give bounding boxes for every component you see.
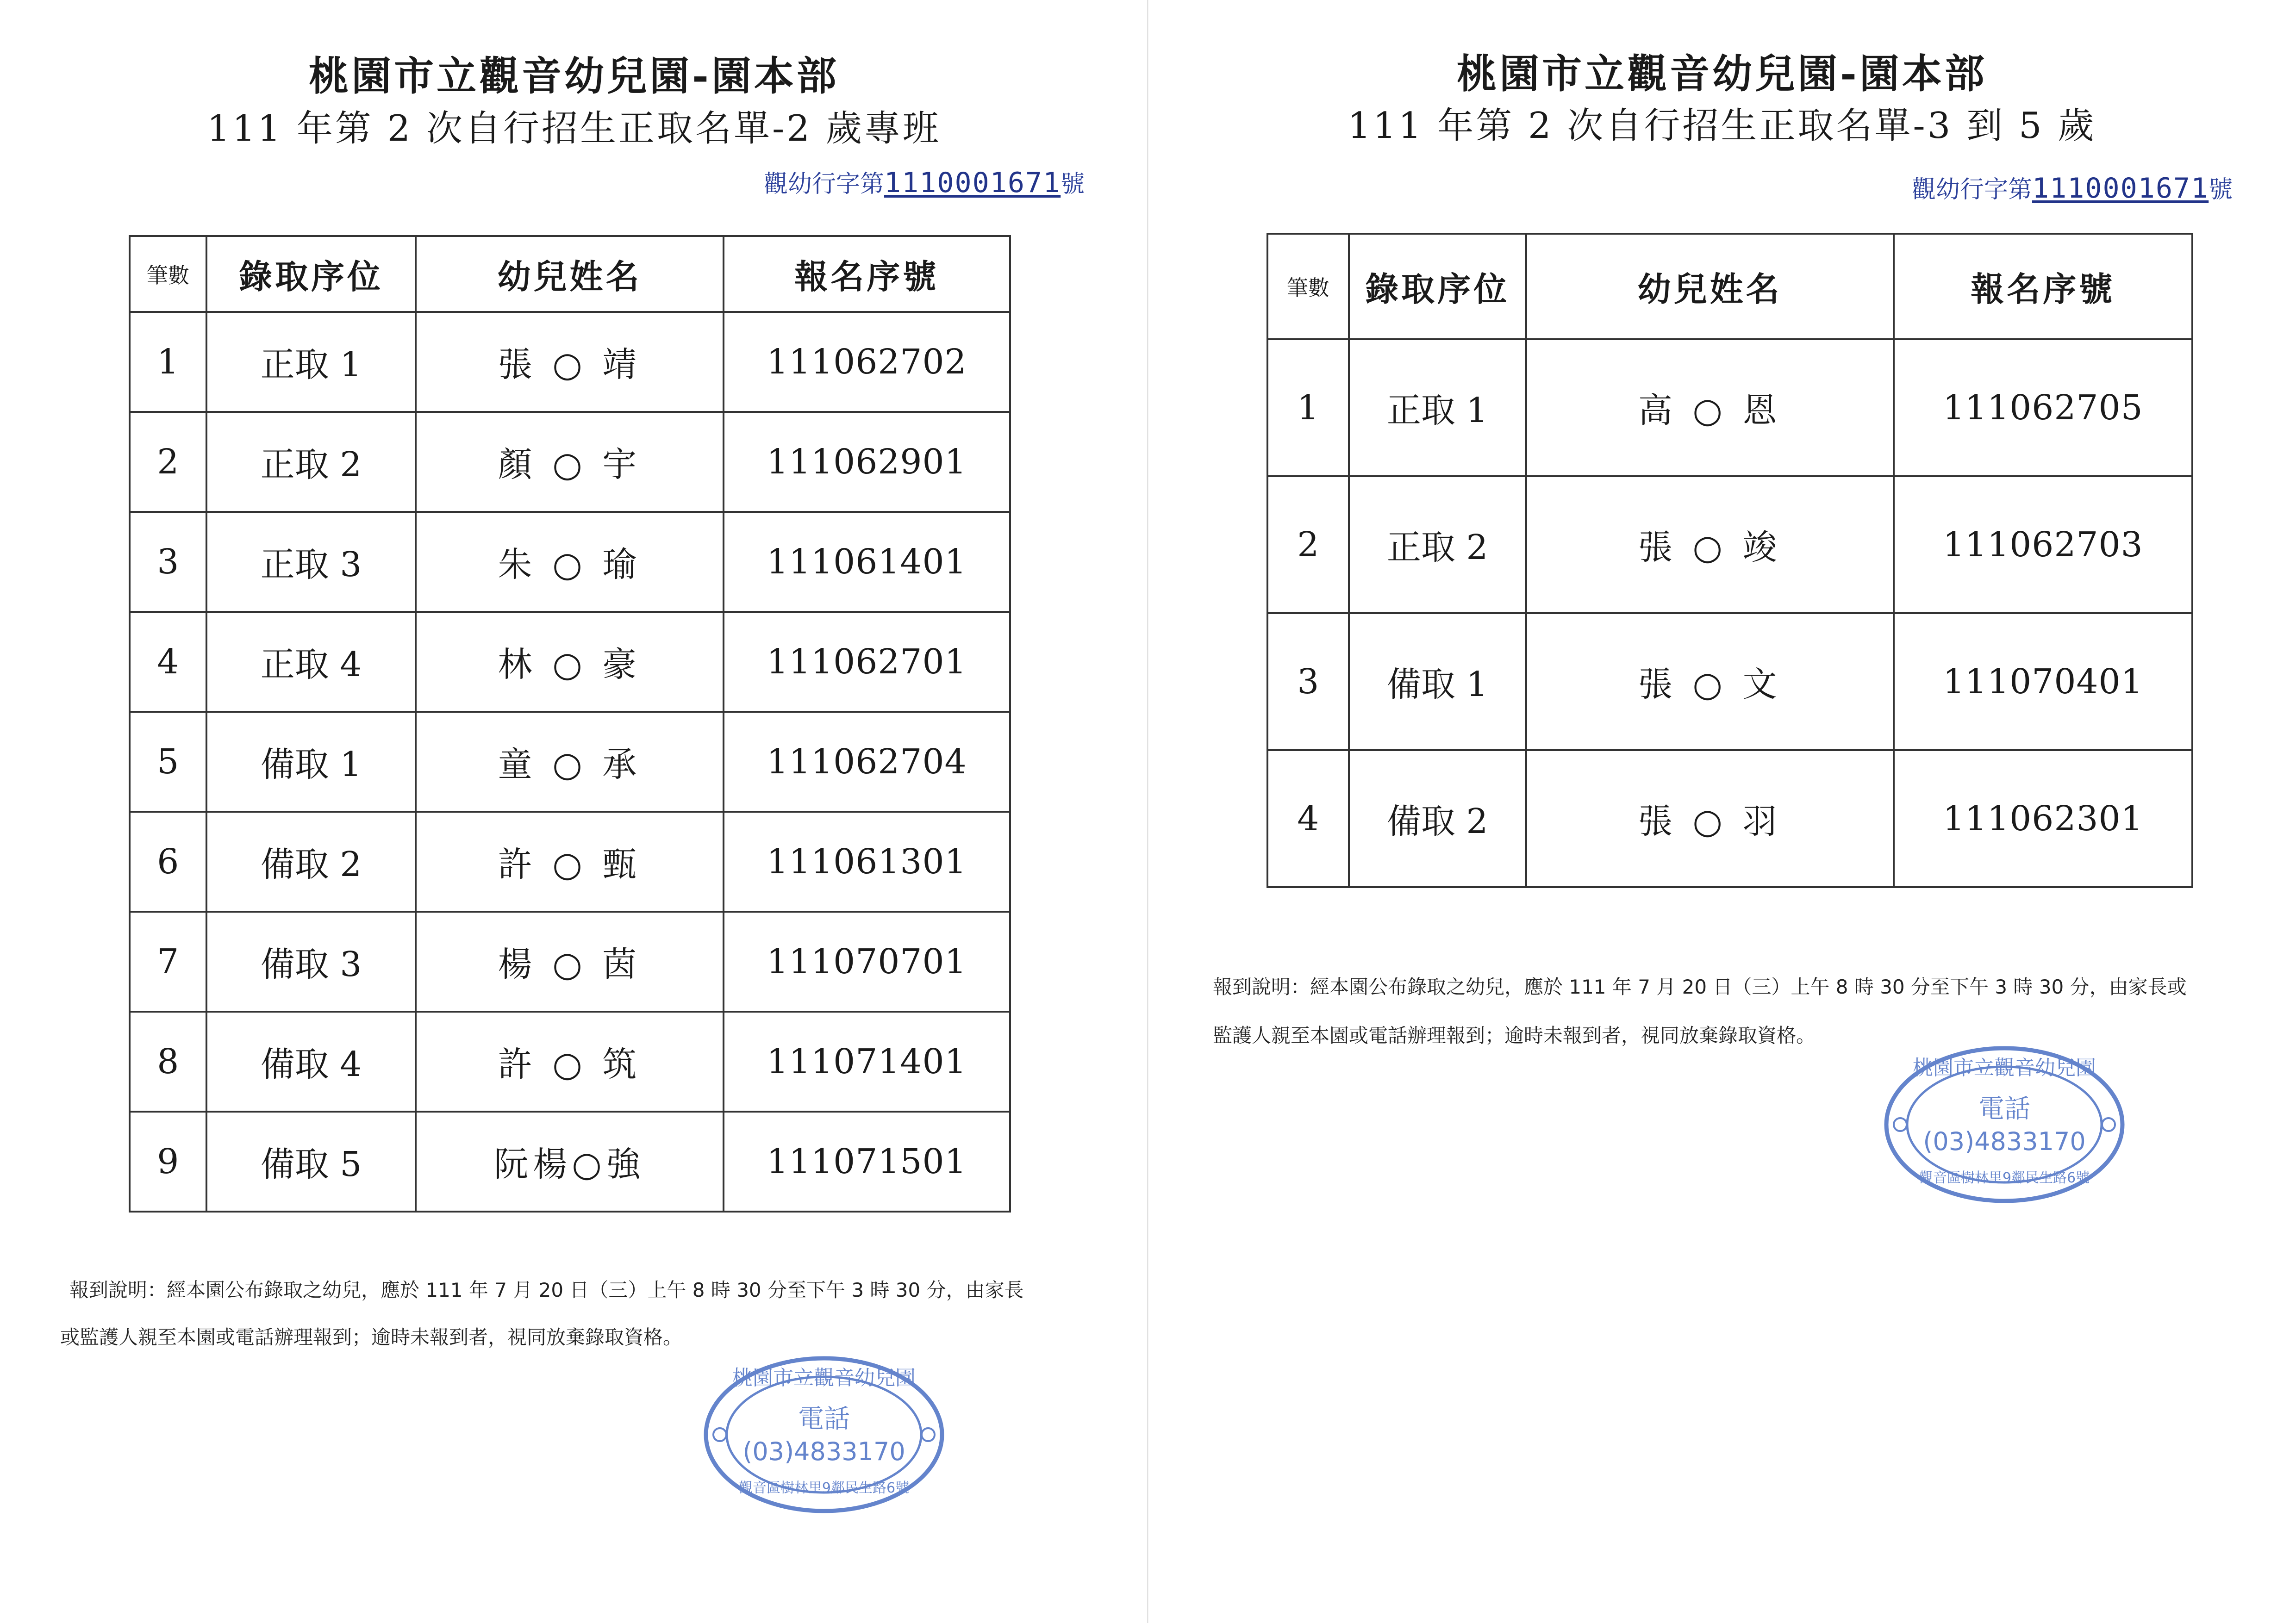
cell-name: 張 ○ 靖: [416, 312, 723, 412]
right-sheet: [1148, 0, 2296, 1623]
col-header-rank: 錄取序位: [206, 236, 416, 312]
cell-name: 楊 ○ 茵: [416, 912, 723, 1012]
cell-reg: 111062702: [724, 312, 1010, 412]
cell-rank: 正取 4: [206, 612, 416, 712]
col-header-count: 筆數: [1267, 234, 1349, 339]
cell-count: 3: [1267, 613, 1349, 750]
cell-rank: 備取 5: [206, 1112, 416, 1212]
left-title: 桃園市立觀音幼兒園-園本部: [309, 53, 839, 99]
right-doc-number: [1912, 172, 2233, 206]
col-header-name: 幼兒姓名: [1526, 234, 1894, 339]
doc-suffix: 號: [2209, 176, 2233, 204]
col-header-reg: 報名序號: [1894, 234, 2192, 339]
table-row: [130, 512, 1010, 612]
table-row: [1267, 750, 2192, 887]
table-row: [1267, 339, 2192, 476]
right-phone-stamp: [1879, 1041, 2129, 1208]
cell-reg: 111071501: [724, 1112, 1010, 1212]
right-title: 桃園市立觀音幼兒園-園本部: [1457, 50, 1987, 97]
cell-name: 高 ○ 恩: [1526, 339, 1894, 476]
cell-name: 顏 ○ 宇: [416, 412, 723, 512]
right-subtitle: 111 年第 2 次自行招生正取名單-3 到 5 歲: [1348, 105, 2096, 147]
cell-rank: 正取 3: [206, 512, 416, 612]
cell-rank: 備取 1: [1349, 613, 1526, 750]
stamp-phone: (03)4833170: [1923, 1127, 2086, 1156]
cell-reg: 111062704: [724, 712, 1010, 812]
cell-count: 3: [130, 512, 206, 612]
cell-name: 阮楊○強: [416, 1112, 723, 1212]
cell-count: 4: [130, 612, 206, 712]
cell-count: 1: [130, 312, 206, 412]
table-row: [130, 312, 1010, 412]
table-row: [130, 1112, 1010, 1212]
right-note-line2: 監護人親至本園或電話辦理報到；逾時未報到者，視同放棄錄取資格。: [1213, 1024, 1816, 1047]
stamp-label: 電話: [798, 1404, 850, 1434]
table-row: [1267, 613, 2192, 750]
doc-prefix: 觀幼行字第: [764, 170, 885, 198]
stamp-address: 觀音區樹林里9鄰民生路6號: [738, 1480, 910, 1496]
cell-name: 童 ○ 承: [416, 712, 723, 812]
cell-reg: 111070401: [1894, 613, 2192, 750]
cell-rank: 備取 3: [206, 912, 416, 1012]
cell-rank: 正取 2: [206, 412, 416, 512]
cell-reg: 111070701: [724, 912, 1010, 1012]
cell-name: 許 ○ 筑: [416, 1012, 723, 1112]
right-roster-table: [1267, 233, 2193, 888]
cell-reg: 111062705: [1894, 339, 2192, 476]
cell-count: 2: [130, 412, 206, 512]
cell-count: 6: [130, 812, 206, 912]
doc-number-value: 1110001671: [884, 167, 1061, 199]
cell-count: 9: [130, 1112, 206, 1212]
cell-count: 5: [130, 712, 206, 812]
table-row: [1267, 476, 2192, 613]
cell-name: 張 ○ 文: [1526, 613, 1894, 750]
col-header-rank: 錄取序位: [1349, 234, 1526, 339]
cell-rank: 備取 2: [1349, 750, 1526, 887]
stamp-org-text: 桃園市立觀音幼兒園: [732, 1366, 916, 1390]
cell-count: 1: [1267, 339, 1349, 476]
col-header-name: 幼兒姓名: [416, 236, 723, 312]
cell-reg: 111062703: [1894, 476, 2192, 613]
cell-reg: 111062301: [1894, 750, 2192, 887]
left-note-line1: 報到說明：經本園公布錄取之幼兒，應於 111 年 7 月 20 日（三）上午 8 時 30 分至下午 3 時 30 分，由家長: [69, 1279, 1024, 1301]
cell-rank: 備取 2: [206, 812, 416, 912]
cell-count: 8: [130, 1012, 206, 1112]
doc-prefix: 觀幼行字第: [1912, 176, 2033, 204]
table-header-row: [1267, 234, 2192, 339]
stamp-address: 觀音區樹林里9鄰民生路6號: [1919, 1170, 2090, 1186]
table-row: [130, 812, 1010, 912]
cell-count: 7: [130, 912, 206, 1012]
table-row: [130, 912, 1010, 1012]
table-row: [130, 1012, 1010, 1112]
left-doc-number: [764, 167, 1085, 200]
cell-count: 4: [1267, 750, 1349, 887]
left-subtitle: 111 年第 2 次自行招生正取名單-2 歲專班: [207, 108, 941, 149]
cell-rank: 正取 1: [206, 312, 416, 412]
cell-name: 張 ○ 竣: [1526, 476, 1894, 613]
cell-name: 朱 ○ 瑜: [416, 512, 723, 612]
table-row: [130, 712, 1010, 812]
cell-rank: 正取 2: [1349, 476, 1526, 613]
left-phone-stamp: [699, 1351, 949, 1518]
table-row: [130, 612, 1010, 712]
cell-rank: 備取 1: [206, 712, 416, 812]
stamp-phone: (03)4833170: [742, 1437, 905, 1466]
table-row: [130, 412, 1010, 512]
left-roster-table: [129, 235, 1011, 1213]
cell-reg: 111062901: [724, 412, 1010, 512]
col-header-count: 筆數: [130, 236, 206, 312]
table-header-row: [130, 236, 1010, 312]
cell-name: 張 ○ 羽: [1526, 750, 1894, 887]
cell-rank: 正取 1: [1349, 339, 1526, 476]
cell-reg: 111061401: [724, 512, 1010, 612]
stamp-org-text: 桃園市立觀音幼兒園: [1913, 1056, 2096, 1080]
cell-rank: 備取 4: [206, 1012, 416, 1112]
cell-name: 許 ○ 甄: [416, 812, 723, 912]
cell-count: 2: [1267, 476, 1349, 613]
cell-reg: 111062701: [724, 612, 1010, 712]
left-note-line2: 或監護人親至本園或電話辦理報到；逾時未報到者，視同放棄錄取資格。: [60, 1326, 683, 1349]
cell-reg: 111071401: [724, 1012, 1010, 1112]
doc-suffix: 號: [1061, 170, 1085, 198]
col-header-reg: 報名序號: [724, 236, 1010, 312]
cell-reg: 111061301: [724, 812, 1010, 912]
stamp-label: 電話: [1978, 1094, 2030, 1124]
right-note-line1: 報到說明：經本園公布錄取之幼兒，應於 111 年 7 月 20 日（三）上午 8 時 30 分至下午 3 時 30 分，由家長或: [1213, 976, 2187, 998]
cell-name: 林 ○ 豪: [416, 612, 723, 712]
doc-number-value: 1110001671: [2032, 172, 2209, 205]
